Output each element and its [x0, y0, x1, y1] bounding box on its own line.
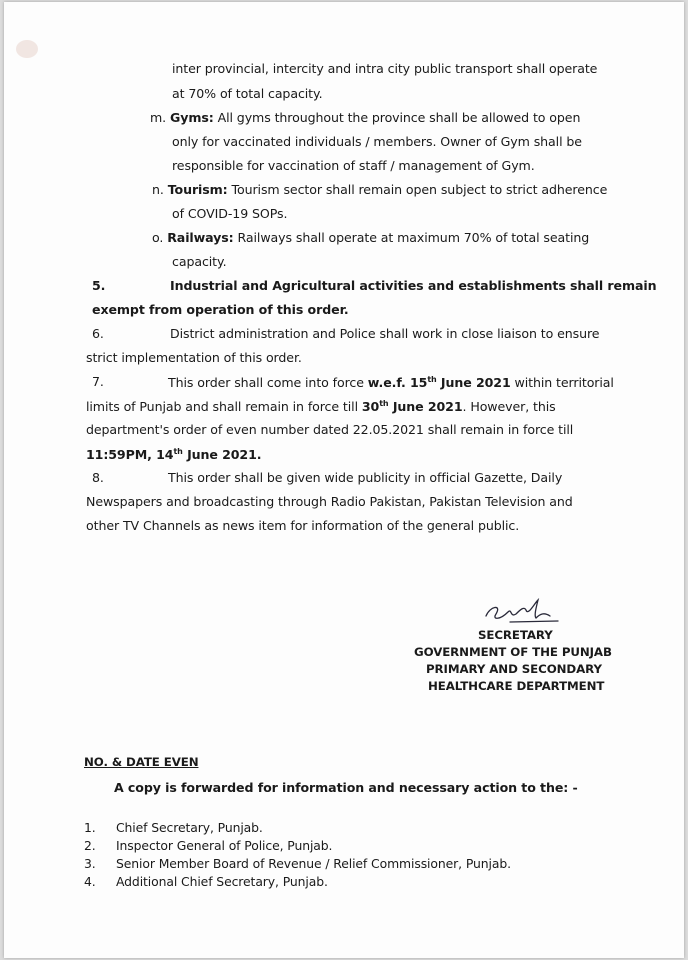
continuation-line-1: inter provincial, intercity and intra city public transport shall operate — [172, 61, 598, 76]
recipient-name: Additional Chief Secretary, Punjab. — [116, 874, 328, 889]
para-7-number: 7. — [92, 374, 104, 389]
para-8-line-3: other TV Channels as news item for information of the general public. — [86, 518, 520, 533]
para-8-line-2: Newspapers and broadcasting through Radio Pakistan, Pakistan Television and — [86, 494, 573, 509]
signatory-title: SECRETARY — [478, 628, 553, 642]
signature-icon — [480, 594, 570, 630]
text-run: within territorial — [510, 375, 614, 390]
superscript: th — [173, 447, 183, 456]
para-6-number: 6. — [92, 326, 104, 341]
item-n — [152, 184, 607, 197]
item-o — [152, 232, 589, 245]
deadline: 11:59PM, 14 — [86, 447, 174, 462]
para-7-line-4 — [86, 448, 261, 462]
recipient-number: 4. — [84, 874, 96, 889]
recipient-name: Chief Secretary, Punjab. — [116, 820, 263, 835]
continuation-line-2: at 70% of total capacity. — [172, 86, 323, 101]
item-heading: Gyms: — [169, 110, 214, 125]
item-m — [150, 112, 580, 125]
item-m-line-3: responsible for vaccination of staff / management of Gym. — [172, 158, 535, 173]
para-7-line-1 — [168, 376, 614, 390]
end-date: 30 — [361, 399, 380, 414]
text-run: This order shall come into force — [168, 375, 368, 390]
item-text: Railways shall operate at maximum 70% of total seating — [233, 230, 590, 245]
effective-date-month: June 2021 — [436, 375, 511, 390]
para-8-number: 8. — [92, 470, 104, 485]
para-7-line-2 — [86, 400, 556, 414]
item-marker: m. — [150, 110, 167, 125]
superscript: th — [379, 399, 389, 408]
para-7-line-3: department's order of even number dated 22.05.2021 shall remain in force till — [86, 422, 574, 437]
text-run: limits of Punjab and shall remain in force till — [86, 399, 362, 414]
text-run: . However, this — [462, 399, 556, 414]
para-6-line-2: strict implementation of this order. — [86, 350, 302, 365]
item-text: Tourism sector shall remain open subject to strict adherence — [227, 182, 608, 197]
item-heading: Tourism: — [167, 182, 228, 197]
item-text: All gyms throughout the province shall be allowed to open — [213, 110, 581, 125]
corner-stamp-mark — [16, 40, 38, 58]
item-marker: n. — [152, 182, 164, 197]
item-marker: o. — [152, 230, 164, 245]
item-m-line-2: only for vaccinated individuals / members. Owner of Gym shall be — [172, 134, 582, 149]
reference-number: NO. & DATE EVEN — [84, 755, 199, 769]
end-date-month: June 2021 — [388, 399, 463, 414]
recipient-name: Senior Member Board of Revenue / Relief Commissioner, Punjab. — [116, 856, 511, 871]
recipient-number: 1. — [84, 820, 96, 835]
recipient-number: 3. — [84, 856, 96, 871]
signatory-department-2: HEALTHCARE DEPARTMENT — [428, 679, 605, 693]
para-8-line-1: This order shall be given wide publicity in official Gazette, Daily — [168, 470, 563, 485]
document-page — [4, 2, 684, 958]
item-heading: Railways: — [167, 230, 234, 245]
para-5-number: 5. — [92, 278, 106, 293]
superscript: th — [427, 375, 437, 384]
recipient-name: Inspector General of Police, Punjab. — [116, 838, 333, 853]
forwarding-intro: A copy is forwarded for information and necessary action to the: - — [114, 780, 578, 795]
para-6-line-1: District administration and Police shall work in close liaison to ensure — [170, 326, 600, 341]
para-5-line-2: exempt from operation of this order. — [92, 302, 349, 317]
signatory-government: GOVERNMENT OF THE PUNJAB — [414, 645, 612, 659]
recipient-number: 2. — [84, 838, 96, 853]
effective-date: w.e.f. 15 — [367, 375, 428, 390]
para-5-line-1: Industrial and Agricultural activities and establishments shall remain — [170, 278, 657, 293]
deadline-month: June 2021. — [182, 447, 262, 462]
item-o-line-2: capacity. — [172, 254, 227, 269]
item-n-line-2: of COVID-19 SOPs. — [172, 206, 288, 221]
signatory-department-1: PRIMARY AND SECONDARY — [426, 662, 602, 676]
